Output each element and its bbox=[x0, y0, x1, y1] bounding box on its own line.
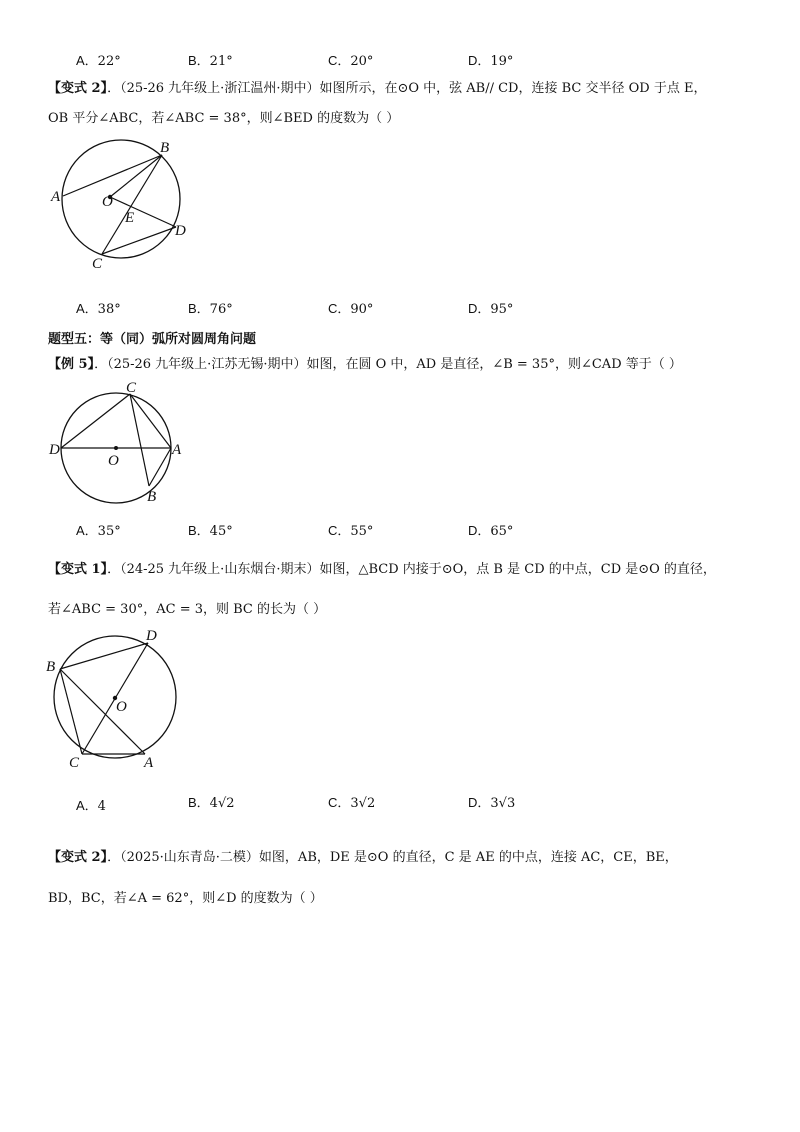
option-c[interactable]: C．90° bbox=[328, 301, 374, 317]
point-label-b: B bbox=[160, 140, 170, 156]
point-label-c: C bbox=[69, 755, 80, 771]
question-v2-qingdao-line2: BD，BC，若∠A = 62°，则∠D 的度数为（ ） bbox=[48, 891, 323, 906]
option-b[interactable]: B．4√2 bbox=[188, 795, 235, 811]
point-label-o: O bbox=[108, 453, 119, 469]
option-a[interactable]: A．4 bbox=[76, 798, 106, 814]
question-v1-yantai-line1: 【变式 1】．（24-25 九年级上·山东烟台·期末）如图，△BCD 内接于⊙O，点 B 是 CD 的中点，CD 是⊙O 的直径， bbox=[48, 562, 716, 577]
point-label-b: B bbox=[147, 489, 157, 505]
option-b[interactable]: B．21° bbox=[188, 53, 233, 69]
option-a[interactable]: A．35° bbox=[76, 523, 121, 539]
option-d[interactable]: D．65° bbox=[468, 523, 514, 539]
figure-circle-v1 bbox=[42, 625, 187, 770]
question-v2-wenzhou-line1: 【变式 2】．（25-26 九年级上·浙江温州·期中）如图所示，在⊙O 中，弦 AB// CD，连接 BC 交半径 OD 于点 E， bbox=[48, 81, 707, 96]
point-label-d: D bbox=[146, 628, 157, 644]
question-v2-qingdao-line1: 【变式 2】．（2025·山东青岛·二模）如图，AB，DE 是⊙O 的直径，C 是 AE 的中点，连接 AC，CE，BE， bbox=[48, 850, 678, 865]
option-d[interactable]: D．19° bbox=[468, 53, 514, 69]
option-a[interactable]: A．38° bbox=[76, 301, 121, 317]
point-label-e: E bbox=[125, 210, 135, 226]
point-label-o: O bbox=[102, 194, 113, 210]
point-label-c: C bbox=[92, 256, 103, 272]
point-label-a: A bbox=[144, 755, 154, 771]
option-c[interactable]: C．20° bbox=[328, 53, 374, 69]
option-c[interactable]: C．55° bbox=[328, 523, 374, 539]
option-a[interactable]: A．22° bbox=[76, 53, 121, 69]
option-c[interactable]: C．3√2 bbox=[328, 795, 376, 811]
point-label-b: B bbox=[46, 659, 56, 675]
section-title: 题型五：等（同）弧所对圆周角问题 bbox=[48, 332, 257, 347]
option-b[interactable]: B．45° bbox=[188, 523, 233, 539]
option-d[interactable]: D．3√3 bbox=[468, 795, 516, 811]
point-label-c: C bbox=[126, 380, 137, 396]
figure-circle-abcde bbox=[45, 138, 195, 273]
figure-circle-ex5 bbox=[45, 380, 190, 508]
option-d[interactable]: D．95° bbox=[468, 301, 514, 317]
question-ex5-line1: 【例 5】．（25-26 九年级上·江苏无锡·期中）如图，在圆 O 中，AD 是直径，∠B = 35°，则∠CAD 等于（ ） bbox=[48, 357, 682, 372]
option-b[interactable]: B．76° bbox=[188, 301, 233, 317]
point-label-d: D bbox=[175, 223, 186, 239]
point-label-o: O bbox=[116, 699, 127, 715]
point-label-a: A bbox=[172, 442, 182, 458]
point-label-d: D bbox=[49, 442, 60, 458]
point-label-a: A bbox=[51, 189, 61, 205]
question-v1-yantai-line2: 若∠ABC = 30°，AC = 3，则 BC 的长为（ ） bbox=[48, 602, 327, 617]
question-v2-wenzhou-line2: OB 平分∠ABC，若∠ABC = 38°，则∠BED 的度数为（ ） bbox=[48, 111, 400, 126]
